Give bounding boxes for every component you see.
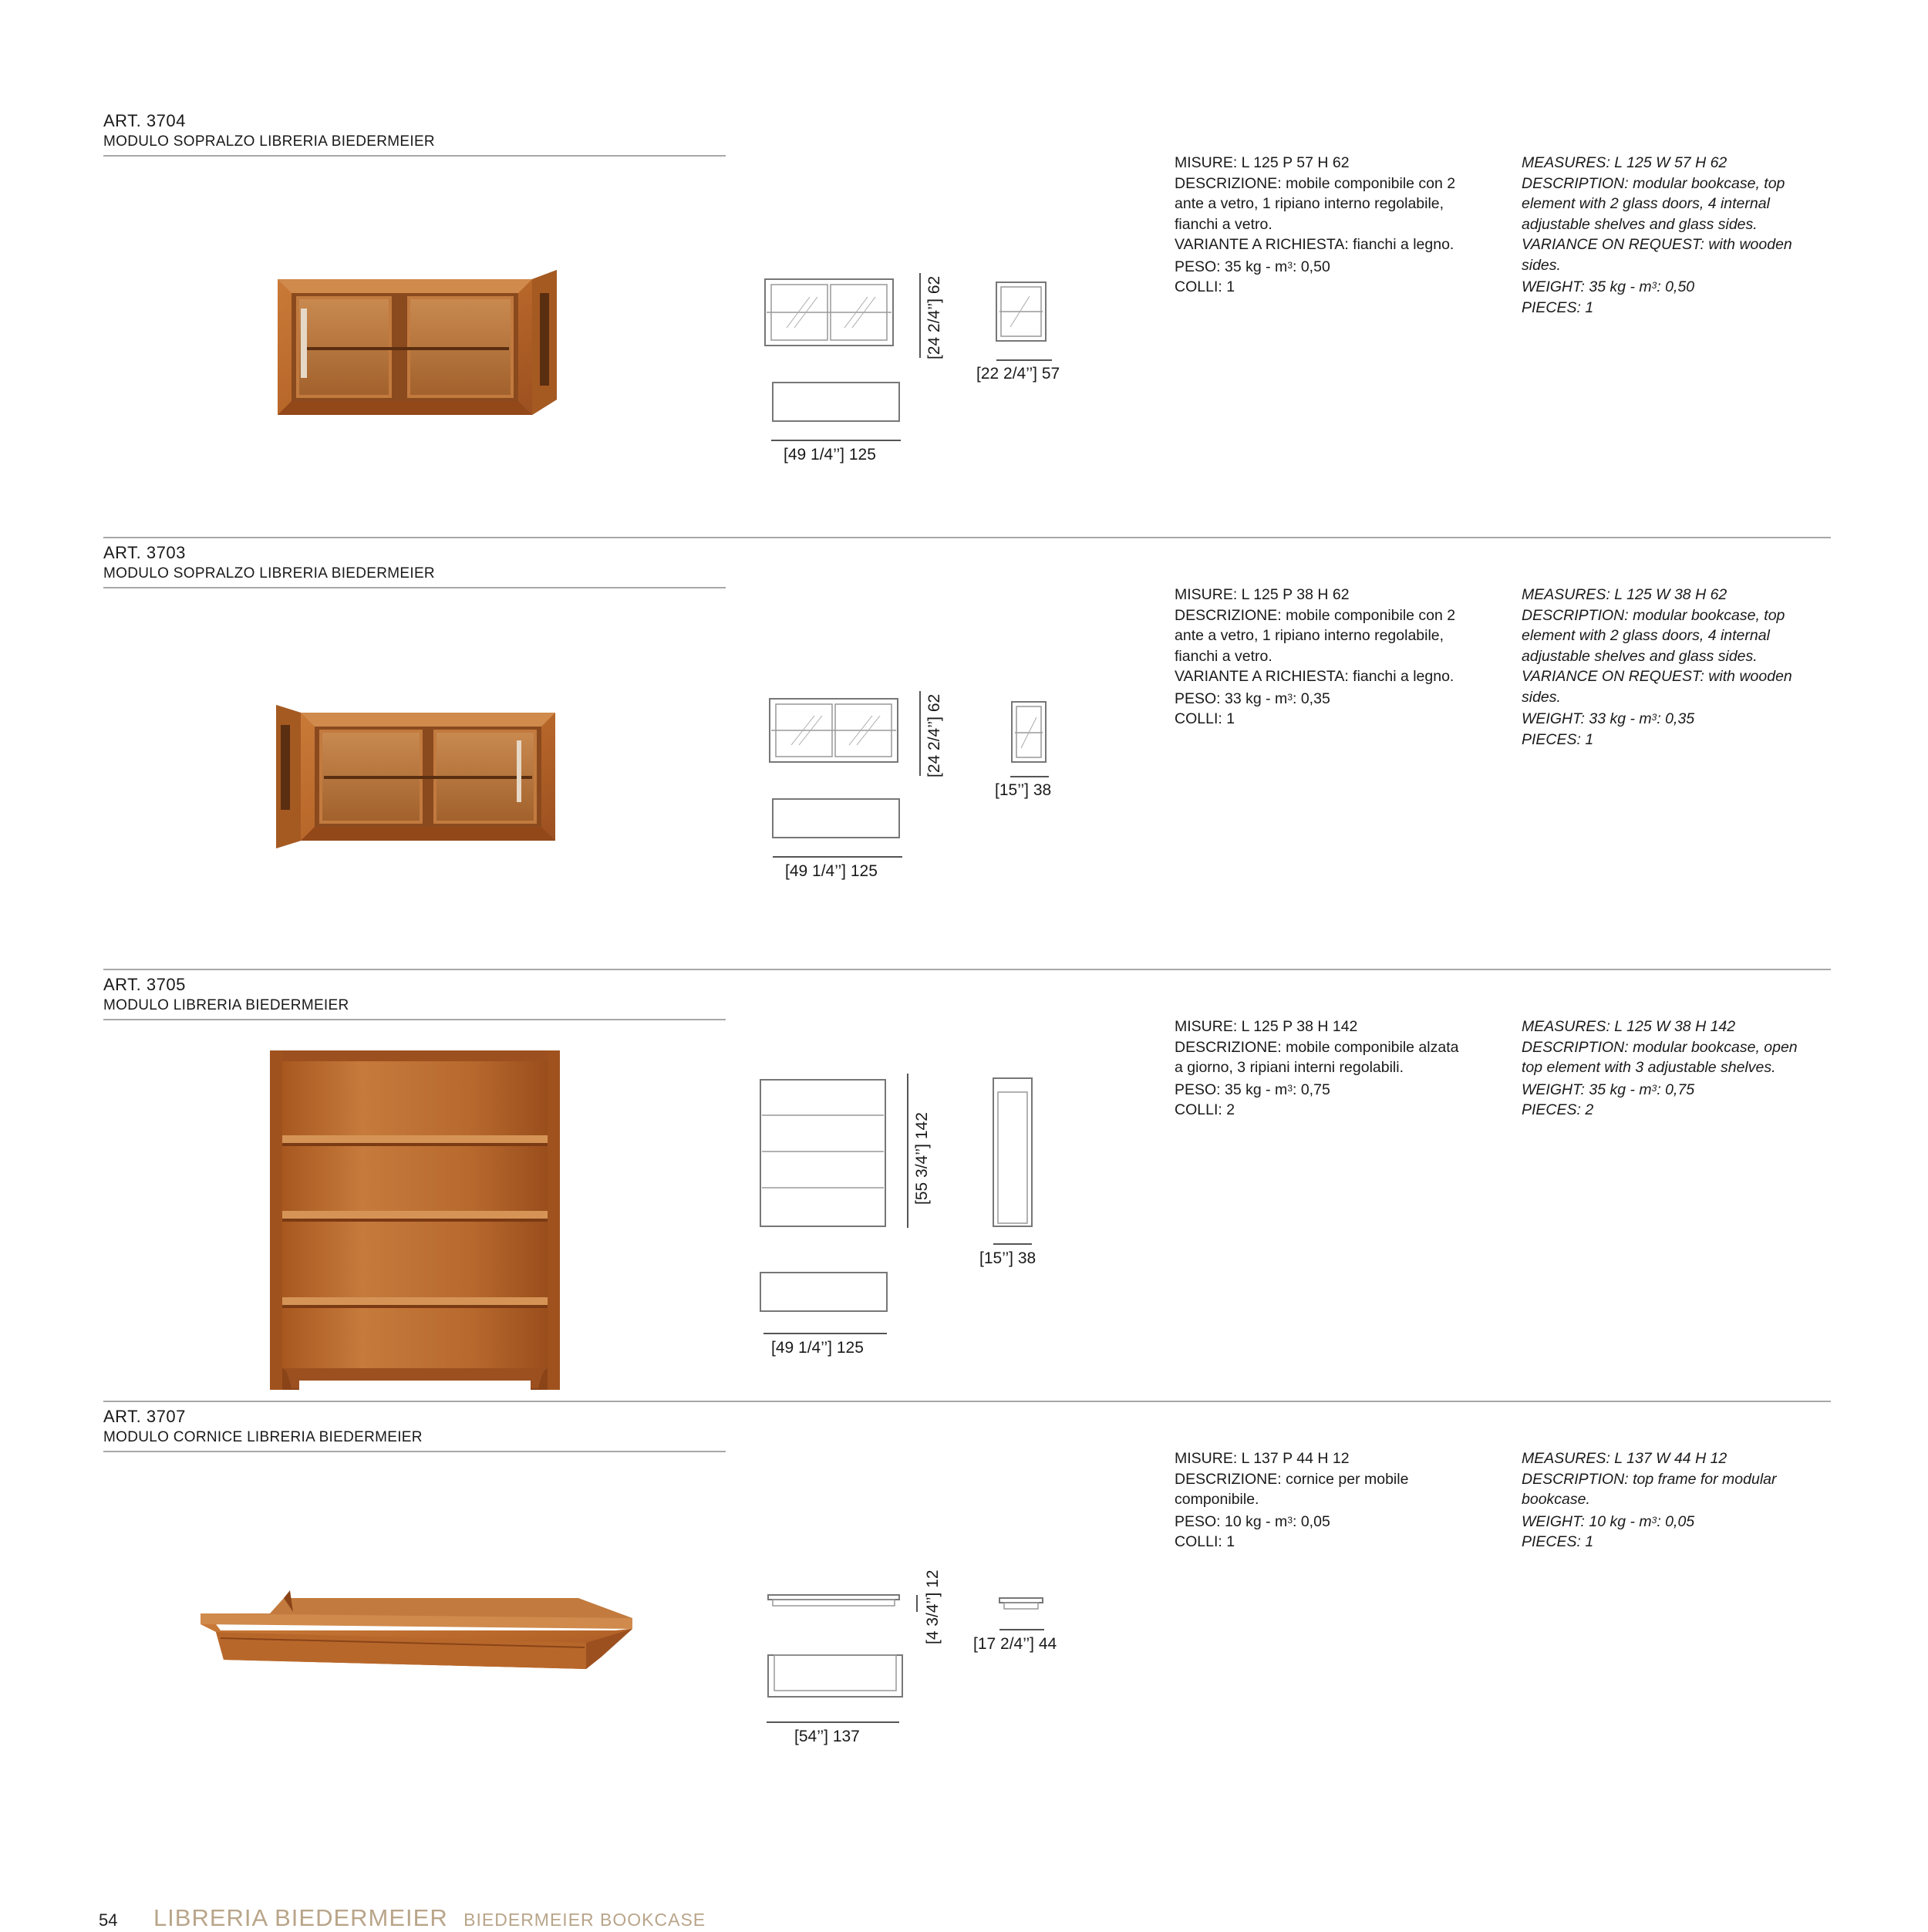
spec-line: top element with 3 adjustable shelves.: [1522, 1059, 1776, 1076]
section-separator: [103, 969, 1831, 970]
specs-italian: [1175, 585, 1498, 730]
article-code: ART. 3707: [103, 1407, 186, 1426]
spec-line: DESCRIZIONE: mobile componibile con 2: [1175, 606, 1456, 624]
specs-english: [1522, 153, 1845, 318]
spec-line: sides.: [1522, 688, 1561, 706]
spec-weight: PESO: 10 kg - $m^3$: 0,05: [1175, 1512, 1330, 1530]
spec-weight: WEIGHT: 35 kg - $m^3$: 0,75: [1522, 1081, 1695, 1098]
dimension-line: [993, 1243, 1032, 1245]
dimension-line: [907, 1074, 908, 1228]
spec-line: DESCRIPTION: top frame for modular: [1522, 1470, 1777, 1488]
article-code: ART. 3703: [103, 543, 186, 562]
spec-line: VARIANCE ON REQUEST: with wooden: [1522, 236, 1792, 253]
spec-line: element with 2 glass doors, 4 internal: [1522, 195, 1770, 212]
spec-line: DESCRIZIONE: cornice per mobile: [1175, 1470, 1409, 1488]
title-rule: [103, 587, 726, 588]
spec-line: DESCRIPTION: modular bookcase, top: [1522, 174, 1785, 192]
front-view-drawing: [763, 278, 918, 347]
dimension-line: [916, 1595, 918, 1612]
side-view-drawing: [1010, 700, 1047, 764]
dimension-line: [773, 856, 902, 858]
top-view-drawing: [771, 381, 902, 423]
specs-italian: [1175, 153, 1498, 298]
spec-line: PIECES: 1: [1522, 730, 1594, 748]
height-dimension: [55 3/4’’] 142: [913, 1112, 931, 1205]
spec-line: ante a vetro, 1 ripiano interno regolabile,: [1175, 627, 1444, 644]
spec-weight: PESO: 33 kg - $m^3$: 0,35: [1175, 690, 1330, 707]
height-dimension: [24 2/4’’] 62: [925, 275, 943, 359]
dimension-line: [996, 359, 1052, 361]
article-code: ART. 3704: [103, 111, 186, 130]
spec-line: PIECES: 1: [1522, 298, 1594, 316]
spec-line: MISURE: L 125 P 38 H 142: [1175, 1018, 1358, 1035]
side-view-drawing: [998, 1597, 1044, 1612]
title-rule: [103, 1451, 726, 1452]
top-view-drawing: [767, 1654, 905, 1698]
width-dimension: [49 1/4’’] 125: [785, 862, 878, 880]
dimension-line: [767, 1721, 899, 1723]
height-dimension: [24 2/4’’] 62: [925, 693, 943, 777]
front-view-drawing: [759, 1078, 887, 1228]
spec-line: adjustable shelves and glass sides.: [1522, 647, 1758, 665]
spec-line: MISURE: L 125 P 38 H 62: [1175, 586, 1350, 603]
section-separator: [103, 1401, 1831, 1402]
spec-line: a giorno, 3 ripiani interni regolabili.: [1175, 1059, 1404, 1076]
spec-line: VARIANTE A RICHIESTA: fianchi a legno.: [1175, 236, 1454, 253]
specs-english: [1522, 1448, 1845, 1553]
section-separator: [103, 537, 1831, 538]
spec-weight: PESO: 35 kg - $m^3$: 0,50: [1175, 258, 1330, 275]
dimension-line: [763, 1333, 887, 1334]
product-photo: [268, 1049, 561, 1392]
article-code: ART. 3705: [103, 975, 186, 994]
spec-line: MISURE: L 137 P 44 H 12: [1175, 1450, 1350, 1467]
article-name: MODULO SOPRALZO LIBRERIA BIEDERMEIER: [103, 565, 435, 582]
spec-line: COLLI: 1: [1175, 710, 1235, 727]
spec-line: componibile.: [1175, 1491, 1259, 1508]
spec-line: MEASURES: L 125 W 38 H 142: [1522, 1018, 1736, 1035]
dimension-line: [1010, 776, 1049, 777]
specs-italian: [1175, 1448, 1498, 1553]
specs-english: [1522, 1017, 1845, 1121]
spec-line: VARIANCE ON REQUEST: with wooden: [1522, 668, 1792, 685]
spec-line: VARIANTE A RICHIESTA: fianchi a legno.: [1175, 668, 1454, 685]
front-view-drawing: [768, 697, 901, 764]
title-rule: [103, 155, 726, 157]
footer-subtitle: BIEDERMEIER BOOKCASE: [463, 1910, 706, 1930]
spec-line: element with 2 glass doors, 4 internal: [1522, 627, 1770, 644]
product-photo: [270, 694, 563, 856]
spec-line: COLLI: 2: [1175, 1101, 1235, 1118]
product-photo: [270, 262, 563, 424]
front-view-drawing: [767, 1593, 902, 1609]
spec-line: MEASURES: L 137 W 44 H 12: [1522, 1450, 1727, 1467]
spec-line: COLLI: 1: [1175, 278, 1235, 295]
spec-weight: WEIGHT: 33 kg - $m^3$: 0,35: [1522, 710, 1695, 727]
spec-line: PIECES: 2: [1522, 1101, 1594, 1118]
top-view-drawing: [771, 797, 902, 839]
spec-line: PIECES: 1: [1522, 1533, 1594, 1550]
dimension-line: [919, 691, 921, 776]
depth-dimension: [22 2/4’’] 57: [976, 365, 1060, 383]
spec-weight: WEIGHT: 10 kg - $m^3$: 0,05: [1522, 1512, 1695, 1530]
side-view-drawing: [992, 1077, 1033, 1228]
article-name: MODULO LIBRERIA BIEDERMEIER: [103, 997, 349, 1013]
top-view-drawing: [759, 1271, 890, 1313]
spec-line: MEASURES: L 125 W 38 H 62: [1522, 586, 1727, 603]
dimension-line: [771, 440, 901, 441]
article-name: MODULO CORNICE LIBRERIA BIEDERMEIER: [103, 1429, 423, 1445]
dimension-line: [999, 1629, 1044, 1630]
title-rule: [103, 1019, 726, 1020]
spec-line: MEASURES: L 125 W 57 H 62: [1522, 154, 1727, 171]
spec-line: sides.: [1522, 256, 1561, 274]
spec-line: DESCRIPTION: modular bookcase, open: [1522, 1038, 1798, 1056]
spec-line: DESCRIZIONE: mobile componibile alzata: [1175, 1038, 1459, 1056]
specs-english: [1522, 585, 1845, 750]
width-dimension: [49 1/4’’] 125: [784, 446, 876, 464]
spec-weight: PESO: 35 kg - $m^3$: 0,75: [1175, 1081, 1330, 1098]
width-dimension: [49 1/4’’] 125: [771, 1339, 864, 1357]
depth-dimension: [15’’] 38: [979, 1249, 1036, 1267]
spec-line: DESCRIZIONE: mobile componibile con 2: [1175, 174, 1456, 192]
side-view-drawing: [995, 281, 1049, 342]
depth-dimension: [17 2/4’’] 44: [973, 1635, 1057, 1653]
spec-line: adjustable shelves and glass sides.: [1522, 215, 1758, 233]
dimension-line: [919, 273, 921, 358]
product-photo: [193, 1589, 640, 1689]
spec-line: fianchi a vetro.: [1175, 647, 1272, 665]
spec-line: DESCRIPTION: modular bookcase, top: [1522, 606, 1785, 624]
spec-line: COLLI: 1: [1175, 1533, 1235, 1550]
spec-line: MISURE: L 125 P 57 H 62: [1175, 154, 1350, 171]
spec-weight: WEIGHT: 35 kg - $m^3$: 0,50: [1522, 278, 1695, 295]
width-dimension: [54’’] 137: [794, 1728, 860, 1745]
footer-title: LIBRERIA BIEDERMEIER: [153, 1904, 448, 1931]
spec-line: ante a vetro, 1 ripiano interno regolabile,: [1175, 195, 1444, 212]
article-name: MODULO SOPRALZO LIBRERIA BIEDERMEIER: [103, 133, 435, 150]
page-number: 54: [99, 1910, 118, 1930]
depth-dimension: [15’’] 38: [995, 781, 1052, 799]
specs-italian: [1175, 1017, 1498, 1121]
spec-line: fianchi a vetro.: [1175, 215, 1272, 233]
spec-line: bookcase.: [1522, 1491, 1590, 1508]
height-dimension: [4 3/4’’] 12: [924, 1570, 942, 1644]
